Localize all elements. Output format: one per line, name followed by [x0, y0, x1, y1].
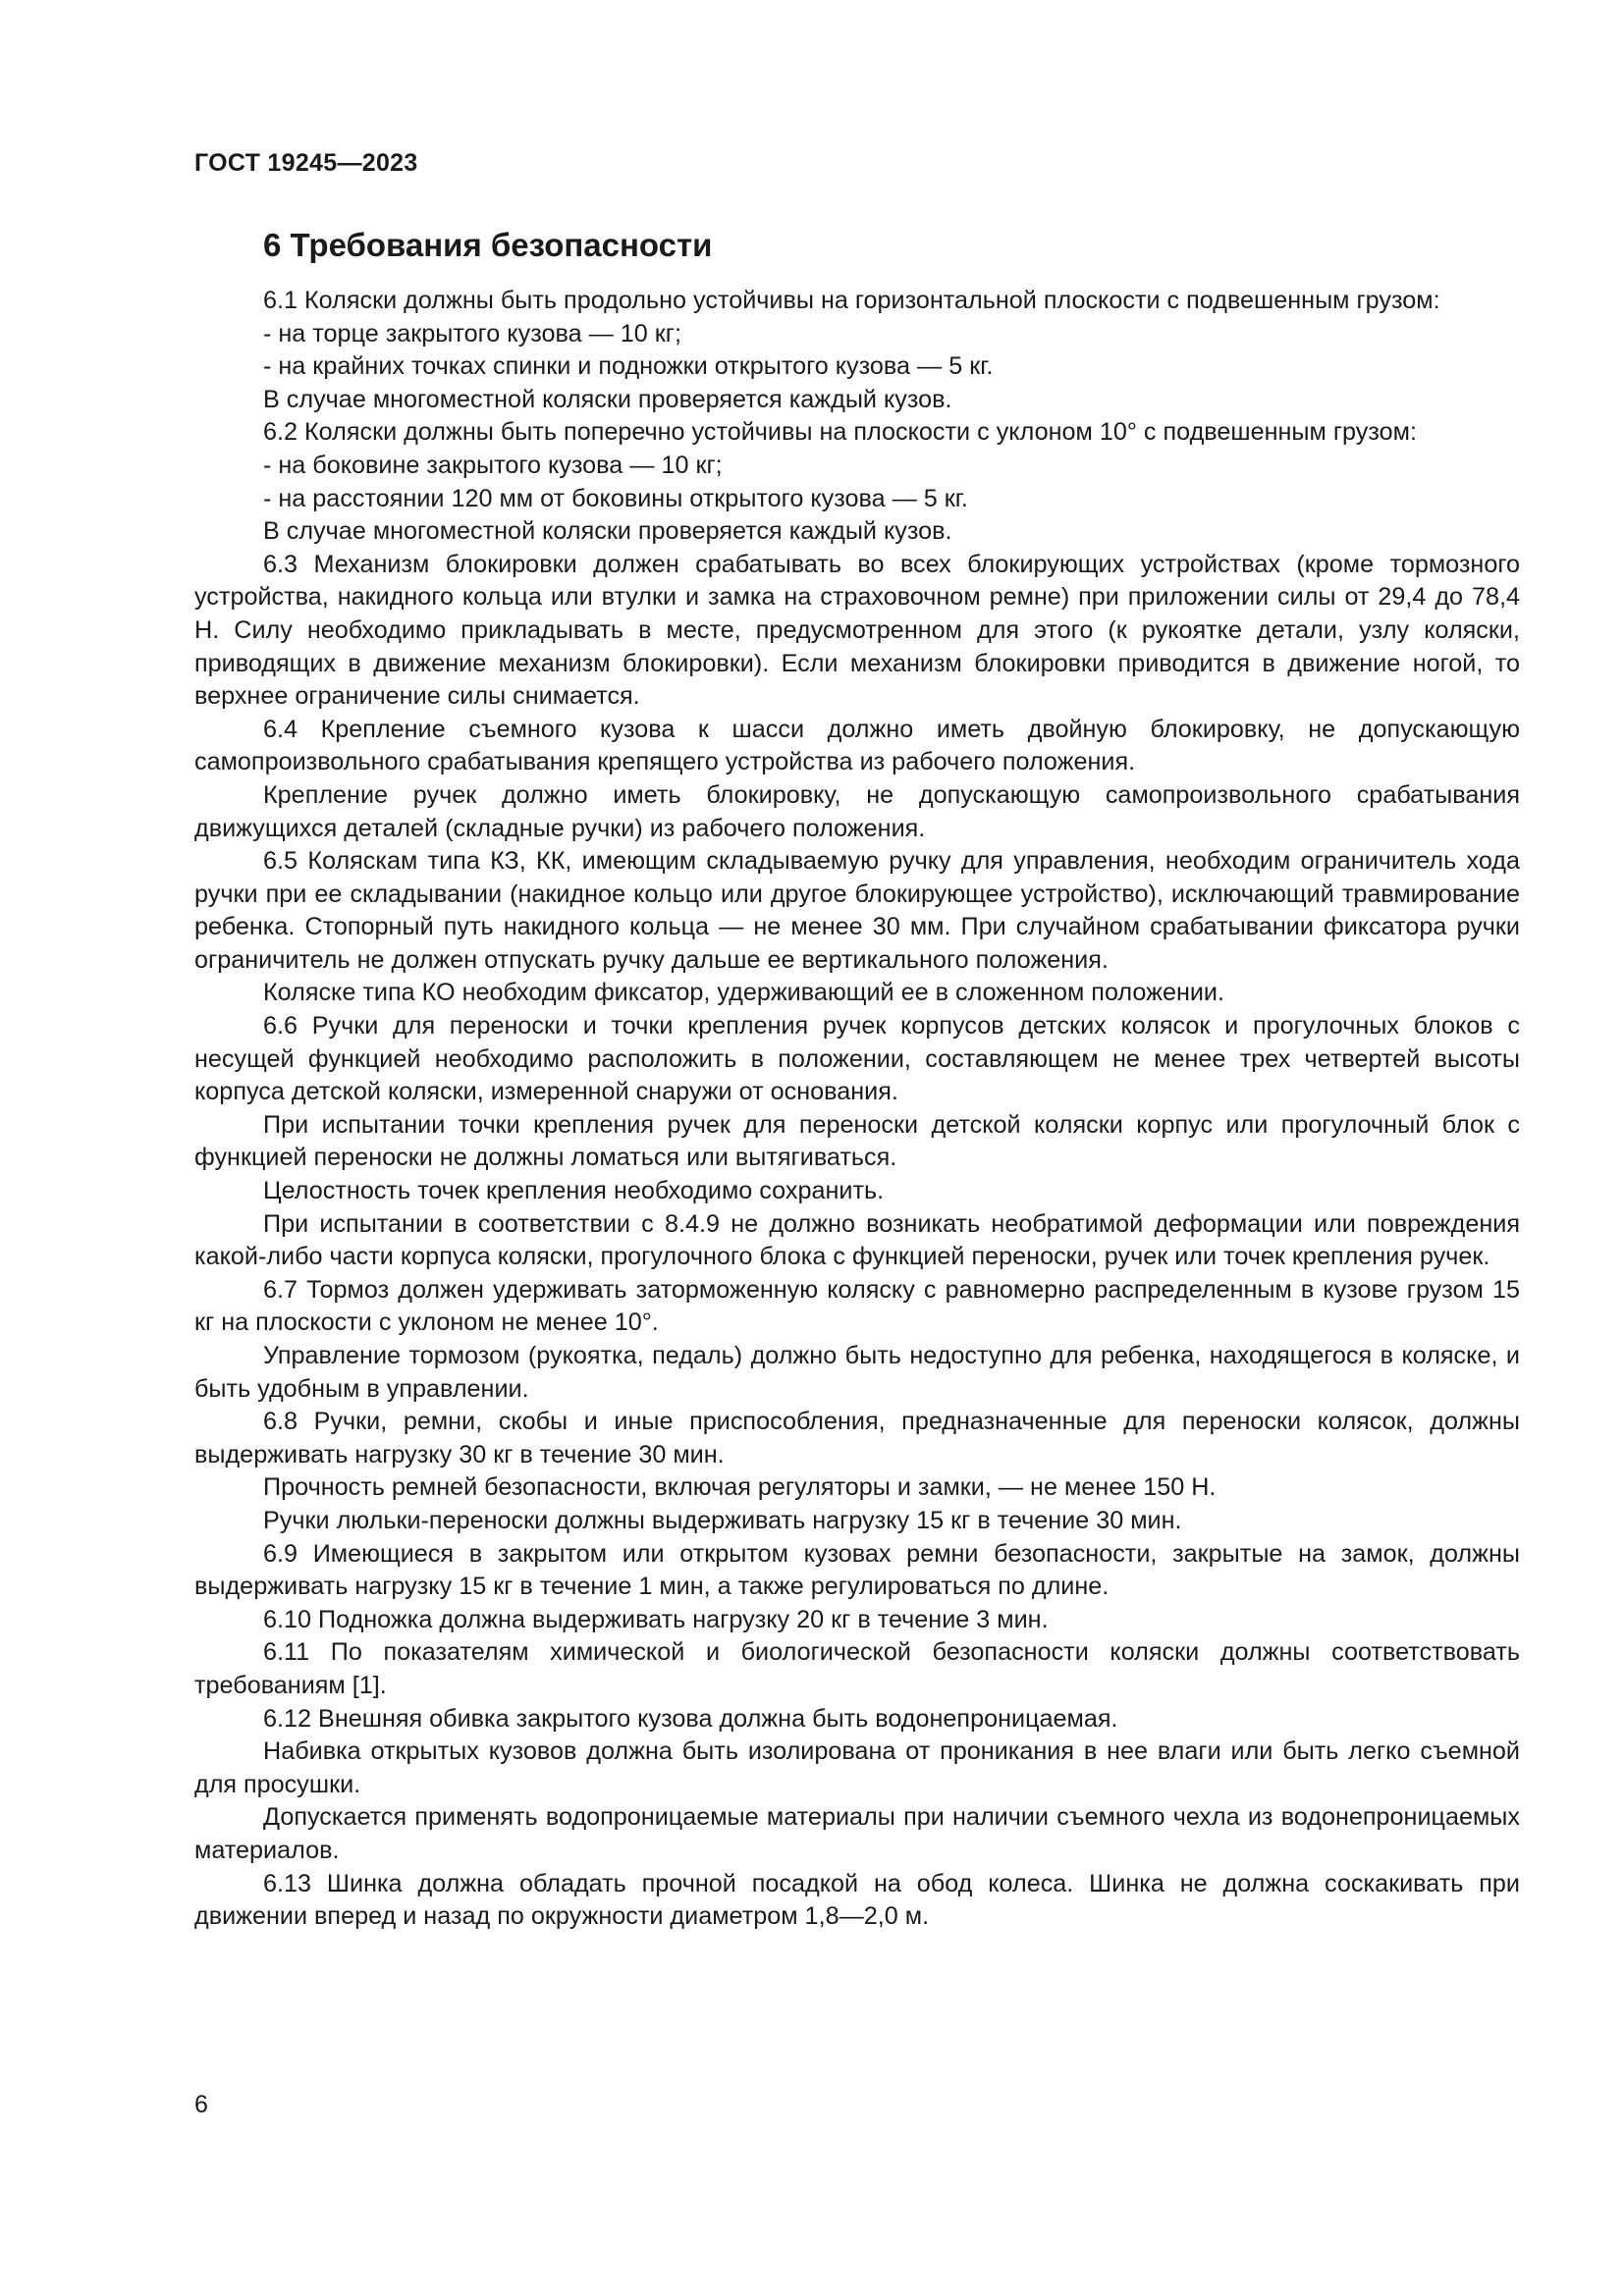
paragraph-6-11: 6.11 По показателям химической и биологической безопасности коляски должны соответствовать требованиям [1]. — [194, 1638, 1520, 1699]
paragraph-6-6: 6.6 Ручки для переноски и точки крепления ручек корпусов детских колясок и прогулочных блоков с несущей функцией необходимо расположить в положении, составляющем не менее трех четвертей высоты корпуса детской коляски, измеренной снаружи от основания. — [194, 1012, 1520, 1106]
paragraph-6-4: 6.4 Крепление съемного кузова к шасси должно иметь двойную блокировку, не допускающую самопроизвольного срабатывания крепящего устройства из рабочего положения. — [194, 715, 1520, 776]
document-body — [194, 285, 1520, 1934]
paragraph: В случае многоместной коляски проверяется каждый кузов. — [263, 517, 952, 546]
document-code: ГОСТ 19245—2023 — [194, 149, 418, 177]
paragraph: При испытании в соответствии с 8.4.9 не должно возникать необратимой деформации или повреждения какой-либо части корпуса коляски, прогулочного блока с функцией переноски, ручек или точек крепления ручек. — [194, 1209, 1520, 1271]
paragraph: Управление тормозом (рукоятка, педаль) должно быть недоступно для ребенка, находящегося в коляске, и быть удобным в управлении. — [194, 1342, 1520, 1403]
paragraph-6-5: 6.5 Коляскам типа КЗ, КК, имеющим складываемую ручку для управления, необходим ограничитель хода ручки при ее складывании (накидное кольцо или другое блокирующее устройство), исключающий травмирование ребенка. Стопорный путь накидного кольца — не менее 30 мм. При случайном срабатывании фиксатора ручки ограничитель не должен отпускать ручку дальше ее вертикального положения. — [194, 847, 1520, 974]
paragraph: Прочность ремней безопасности, включая регуляторы и замки, — не менее 150 Н. — [263, 1473, 1217, 1502]
paragraph: Набивка открытых кузовов должна быть изолирована от проникания в нее влаги или быть легко съемной для просушки. — [194, 1737, 1520, 1798]
paragraph-6-1: 6.1 Коляски должны быть продольно устойчивы на горизонтальной плоскости с подвешенным грузом: — [263, 287, 1440, 314]
list-item: - на крайних точках спинки и подножки открытого кузова — 5 кг. — [263, 352, 994, 381]
paragraph: В случае многоместной коляски проверяется каждый кузов. — [263, 385, 952, 413]
list-item: - на расстоянии 120 мм от боковины открытого кузова — 5 кг. — [263, 484, 968, 512]
section-title: 6 Требования безопасности — [263, 227, 713, 263]
paragraph-6-3: 6.3 Механизм блокировки должен срабатывать во всех блокирующих устройствах (кроме тормозного устройства, накидного кольца или втулки и замка на страховочном ремне) при приложении силы от 29,4 до 78,4 Н. Силу необходимо прикладывать в месте, предусмотренном для этого (к рукоятке детали, узлу коляски, приводящих в движение механизм блокировки). Если механизм блокировки приводится в движение ногой, то верхнее ограничение силы снимается. — [194, 550, 1520, 711]
paragraph: Коляске типа КО необходим фиксатор, удерживающий ее в сложенном положении. — [263, 979, 1225, 1007]
paragraph-6-10: 6.10 Подножка должна выдерживать нагрузку 20 кг в течение 3 мин. — [263, 1605, 1049, 1633]
paragraph: Целостность точек крепления необходимо сохранить. — [263, 1177, 885, 1205]
paragraph-6-7: 6.7 Тормоз должен удерживать заторможенную коляску с равномерно распределенным в кузове грузом 15 кг на плоскости с уклоном не менее 10°. — [194, 1275, 1520, 1337]
paragraph-6-8: 6.8 Ручки, ремни, скобы и иные приспособления, предназначенные для переноски колясок, должны выдерживать нагрузку 30 кг в течение 30 мин. — [194, 1408, 1520, 1468]
paragraph: Допускается применять водопроницаемые материалы при наличии съемного чехла из водонепроницаемых материалов. — [194, 1803, 1520, 1864]
paragraph: Крепление ручек должно иметь блокировку, не допускающую самопроизвольного срабатывания движущихся деталей (складные ручки) из рабочего положения. — [194, 780, 1520, 842]
paragraph-6-13: 6.13 Шинка должна обладать прочной посадкой на обод колеса. Шинка не должна соскакивать при движении вперед и назад по окружности диаметром 1,8—2,0 м. — [194, 1869, 1520, 1931]
paragraph-6-12: 6.12 Внешняя обивка закрытого кузова должна быть водонепроницаемая. — [263, 1704, 1118, 1733]
paragraph-6-2: 6.2 Коляски должны быть поперечно устойчивы на плоскости с уклоном 10° с подвешенным грузом: — [263, 418, 1417, 447]
paragraph-6-9: 6.9 Имеющиеся в закрытом или открытом кузовах ремни безопасности, закрытые на замок, должны выдерживать нагрузку 15 кг в течение 1 мин, а также регулироваться по длине. — [194, 1539, 1520, 1601]
page-number: 6 — [194, 2091, 208, 2118]
list-item: - на боковине закрытого кузова — 10 кг; — [263, 451, 723, 479]
paragraph: При испытании точки крепления ручек для переноски детской коляски корпус или прогулочный блок с функцией переноски не должны ломаться или вытягиваться. — [194, 1110, 1520, 1172]
paragraph: Ручки люльки-переноски должны выдерживать нагрузку 15 кг в течение 30 мин. — [263, 1506, 1182, 1534]
list-item: - на торце закрытого кузова — 10 кг; — [263, 319, 681, 347]
